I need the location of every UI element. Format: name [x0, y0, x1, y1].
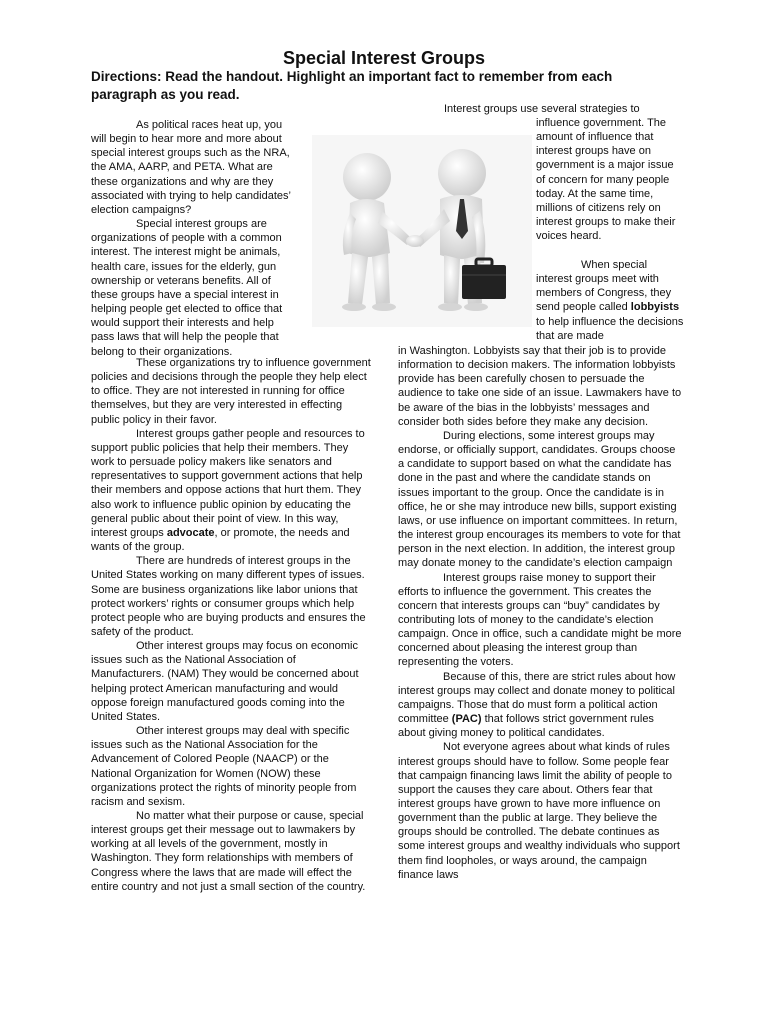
left-paragraph-3: These organizations try to influence government policies and decisions through the people they help elect to office. They are not interested in running for office themselves, but they are very interested in effecting public policy in their favor.	[91, 357, 371, 426]
right-column-narrow-top	[536, 116, 684, 243]
right-paragraph-1-first-line: Interest groups use several strategies to	[444, 103, 640, 115]
right-paragraph-2	[536, 258, 684, 343]
right-paragraph-5	[398, 670, 684, 741]
left-paragraph-4-text: Interest groups gather people and resources to support public policies that help their members. They work to persuade policy makers like senators and representatives to support government actions that help their members and oppose actions that hurt them. They also work to influence public opinion by educating the general public about their point of view. In this way, interest groups	[91, 427, 365, 539]
left-column-bottom	[91, 356, 371, 894]
right-paragraph-4: Interest groups raise money to support their efforts to influence the government. This creates the concern that interests groups can “buy” candidates by contributing lots of money to the candidate’s election campaign. Once in office, such a candidate might be more concerned about pleasing the interest group than representing the voters.	[398, 571, 682, 669]
left-paragraph-2: Special interest groups are organizations of people with a common interest. The interest might be animals, health care, issues for the elderly, gun ownership or veterans benefits. All of these groups have a special interest in helping people get elected to office that would support their interests and help pass laws that will help the people that belong to their organizations.	[91, 218, 283, 358]
left-column-top	[91, 118, 291, 359]
right-column	[398, 344, 684, 882]
right-paragraph-1: influence government. The amount of influence that interest groups have on government is a major issue of concern for many people today. At the same time, millions of citizens rely on interest groups to make their voices heard.	[536, 117, 676, 243]
right-paragraph-2-text: When special interest groups meet with members of Congress, they send people called	[536, 259, 672, 314]
right-paragraph-5-text-end: that follows strict government rules about giving money to political candidates.	[398, 713, 654, 740]
directions: Directions: Read the handout. Highlight an important fact to remember from each paragraph as you read.	[91, 69, 613, 102]
left-paragraph-1: As political races heat up, you will begin to hear more and more about special interest groups such as the NRA, the AMA, AARP, and PETA. What are these organizations and why are they associated with trying to help candidates’ election campaigns?	[91, 119, 291, 216]
page-title: Special Interest Groups	[282, 48, 486, 68]
left-paragraph-5: There are hundreds of interest groups in the United States working on many different types of issues. Some are business organizations like labor unions that protect workers’ rights or consumer groups which help protect people who are buying products and ensures the safety of the product.	[91, 555, 366, 638]
right-paragraph-2-continued: in Washington. Lobbyists say that their job is to provide information to decision makers. The information lobbyists provide has been carefully chosen to persuade the audience to take one side of an issue. Lawmakers have to be aware of the bias in the lobbyists’ messages and consider both sides before they make any decision.	[398, 345, 682, 428]
advocate-term: advocate	[166, 526, 215, 539]
right-paragraph-5-text: Because of this, there are strict rules about how interest groups may collect and donate money to political campaigns. Those that do must form a political action committee	[398, 670, 676, 726]
left-paragraph-4-text-end: , or promote, the needs and wants of the group.	[91, 526, 350, 554]
right-column-narrow-bottom	[536, 258, 684, 343]
lobbyists-term: lobbyists	[630, 301, 680, 314]
left-paragraph-6: Other interest groups may focus on economic issues such as the National Association of Manufacturers. (NAM) They would be concerned about helping protect American manufacturing and would oppose foreign manufactured goods coming into the United States.	[91, 640, 359, 723]
left-paragraph-8: No matter what their purpose or cause, special interest groups get their message out to lawmakers by working at all levels of the government, mostly in Washington. They form relationships with members of Congress where the laws that are made will effect the entire country and not just a small section of the country.	[91, 810, 366, 893]
handshake-figures-icon	[312, 135, 532, 327]
pac-term: (PAC)	[451, 713, 482, 726]
right-paragraph-3: During elections, some interest groups may endorse, or officially support, candidates. Groups choose a candidate to support based on what the candidate has done in the past and where the candidate stands on issues important to the group. Once the candidate is in office, he or she may introduce new bills, support existing laws, or use influence on important committees. In return, the interest group encourages its members to vote for that person in the next election. In addition, the interest group may donate money to the candidate’s election campaign	[398, 429, 681, 570]
right-paragraph-2-text-end: to help influence the decisions that are made	[536, 315, 684, 342]
left-paragraph-7: Other interest groups may deal with specific issues such as the National Association for the Advancement of Colored People (NAACP) or the National Organization for Women (NOW) these organizations protect the rights of minority people from racism and sexism.	[91, 725, 357, 808]
handshake-figures-image	[312, 135, 532, 327]
left-paragraph-4	[91, 427, 371, 554]
right-paragraph-6: Not everyone agrees about what kinds of rules interest groups should have to follow. Some people fear that campaign financing laws limit the ability of people to support the causes they care about. Others fear that interest groups have grown to have more influence on government than the public at large. They believe the groups should be controlled. The debate continues as some interest groups and wealthy individuals who support them find loopholes, or ways around, the campaign finance laws	[398, 741, 680, 881]
